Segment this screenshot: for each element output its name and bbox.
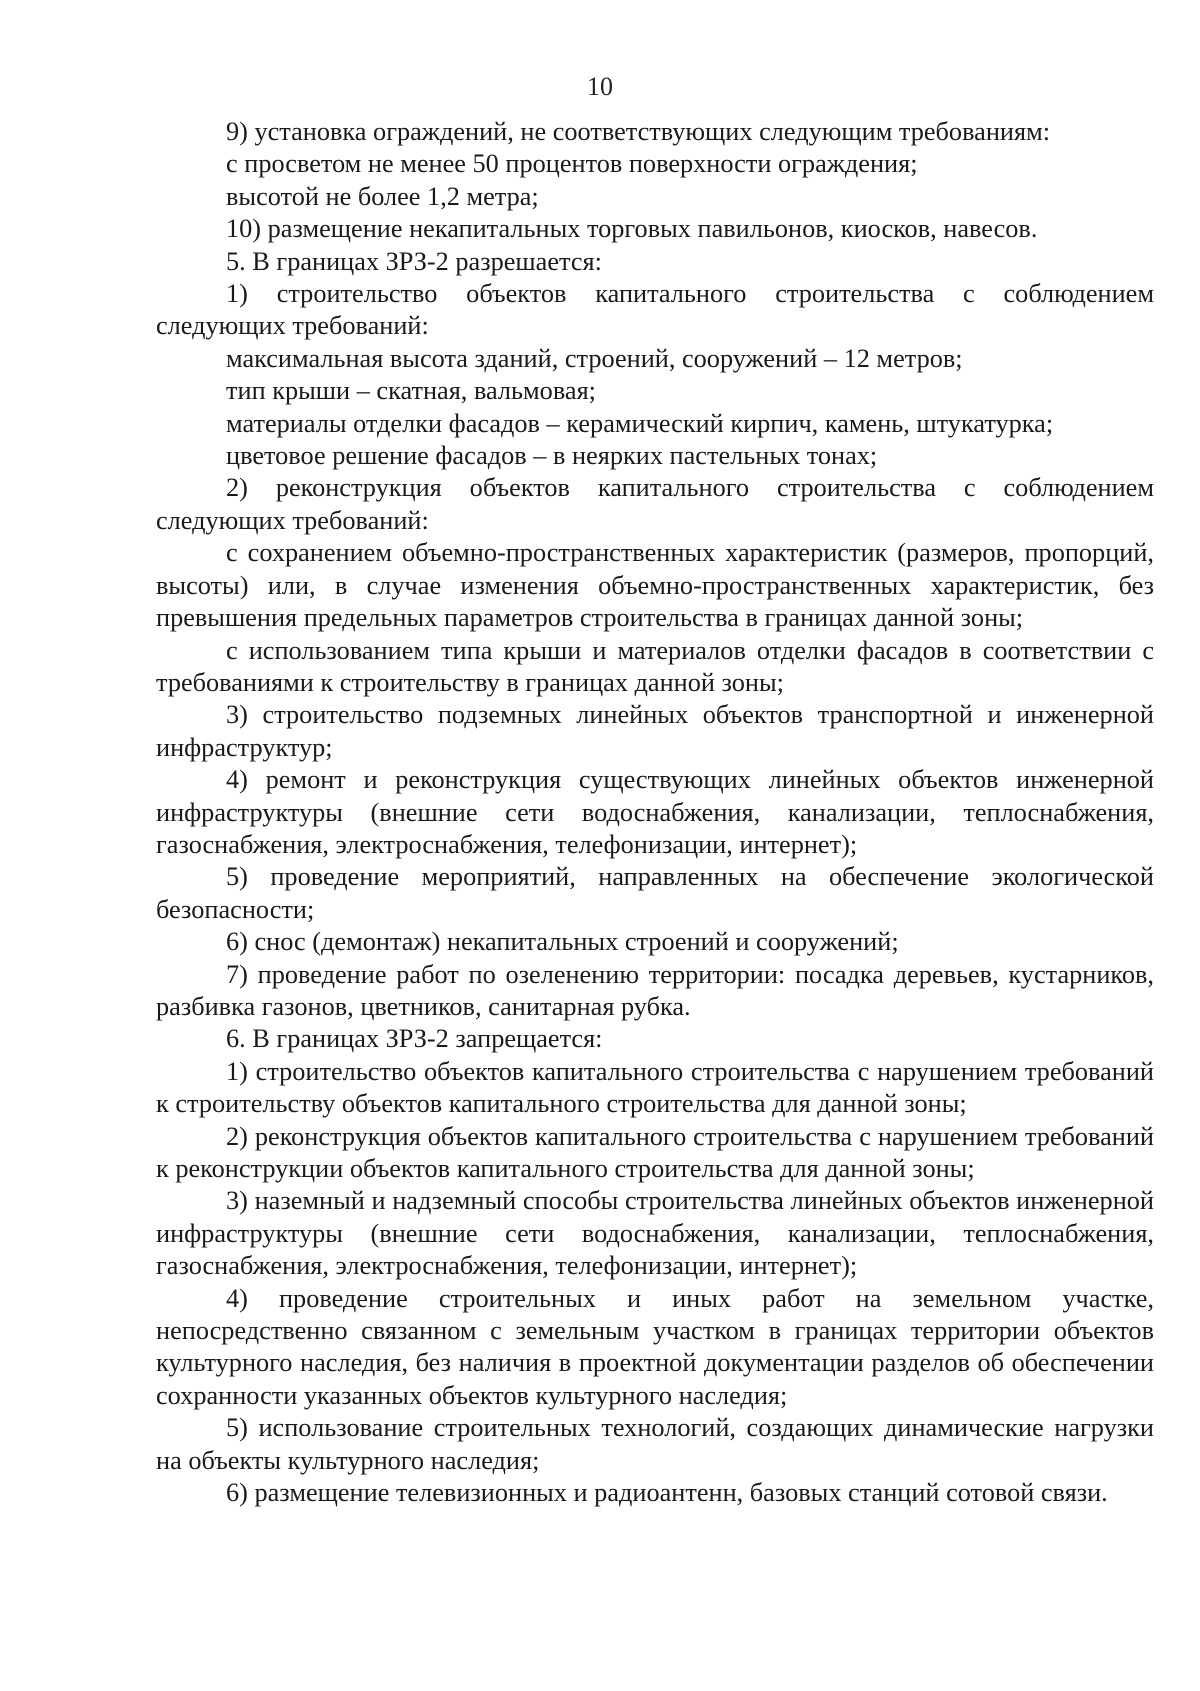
paragraph-requirement: с просветом не менее 50 процентов поверхности ограждения; xyxy=(226,149,918,179)
paragraph-requirement: материалы отделки фасадов – керамический кирпич, камень, штукатурка; xyxy=(226,408,1054,438)
paragraph-item: 2) реконструкция объектов капитального строительства с нарушением требований к реконструкции объектов капитального строительства для данной зоны; xyxy=(156,1121,1154,1183)
paragraph-item: 1) строительство объектов капитального строительства с нарушением требований к строительству объектов капитального строительства для данной зоны; xyxy=(156,1056,1154,1119)
paragraph-requirement: высотой не более 1,2 метра; xyxy=(226,181,539,211)
paragraph-item: 3) строительство подземных линейных объектов транспортной и инженерной инфраструктур; xyxy=(156,700,1154,762)
paragraph-item: 4) ремонт и реконструкция существующих линейных объектов инженерной инфраструктуры (внешние сети водоснабжения, канализации, теплоснабжения, газоснабжения, электроснабжения, телефонизации, интернет); xyxy=(156,765,1154,859)
paragraph-requirement: тип крыши – скатная, вальмовая; xyxy=(226,376,596,406)
paragraph-item: 1) строительство объектов капитального строительства с соблюдением следующих требований: xyxy=(156,279,1154,341)
paragraph-requirement: с использованием типа крыши и материалов отделки фасадов в соответствии с требованиями к строительству в границах данной зоны; xyxy=(156,635,1154,697)
paragraph-item-9: 9) установка ограждений, не соответствующих следующим требованиям: xyxy=(226,117,1051,146)
paragraph-item: 4) проведение строительных и иных работ на земельном участке, непосредственно связанном с земельным участком в границах территории объектов культурного наследия, без наличия в проектной документации разделов об обеспечении сохранности указанных объектов культурного наследия; xyxy=(156,1283,1154,1410)
paragraph-item: 7) проведение работ по озеленению территории: посадка деревьев, кустарников, разбивка газонов, цветников, санитарная рубка. xyxy=(156,959,1154,1021)
page-number: 10 xyxy=(587,72,613,101)
paragraph-requirement: с сохранением объемно-пространственных характеристик (размеров, пропорций, высоты) или, в случае изменения объемно-пространственных характеристик, без превышения предельных параметров строительства в границах данной зоны; xyxy=(156,538,1154,633)
paragraph-item: 6) снос (демонтаж) некапитальных строений и сооружений; xyxy=(226,927,899,957)
section-heading-6: 6. В границах ЗРЗ-2 запрещается: xyxy=(226,1024,603,1054)
document-body xyxy=(156,116,1154,1509)
paragraph-item: 5) использование строительных технологий, создающих динамические нагрузки на объекты культурного наследия; xyxy=(156,1413,1154,1475)
paragraph-item: 5) проведение мероприятий, направленных на обеспечение экологической безопасности; xyxy=(156,862,1154,924)
paragraph-requirement: цветовое решение фасадов – в неярких пастельных тонах; xyxy=(226,441,878,471)
paragraph-requirement: максимальная высота зданий, строений, сооружений – 12 метров; xyxy=(226,343,963,373)
paragraph-item: 3) наземный и надземный способы строительства линейных объектов инженерной инфраструктуры (внешние сети водоснабжения, канализации, теплоснабжения, газоснабжения, электроснабжения, телефонизации, интернет); xyxy=(156,1186,1154,1281)
paragraph-item: 2) реконструкция объектов капитального строительства с соблюдением следующих требований: xyxy=(156,473,1154,535)
paragraph-item-10: 10) размещение некапитальных торговых павильонов, киосков, навесов. xyxy=(226,214,1038,244)
section-heading-5: 5. В границах ЗРЗ-2 разрешается: xyxy=(226,246,602,276)
paragraph-item: 6) размещение телевизионных и радиоантенн, базовых станций сотовой связи. xyxy=(226,1478,1108,1508)
